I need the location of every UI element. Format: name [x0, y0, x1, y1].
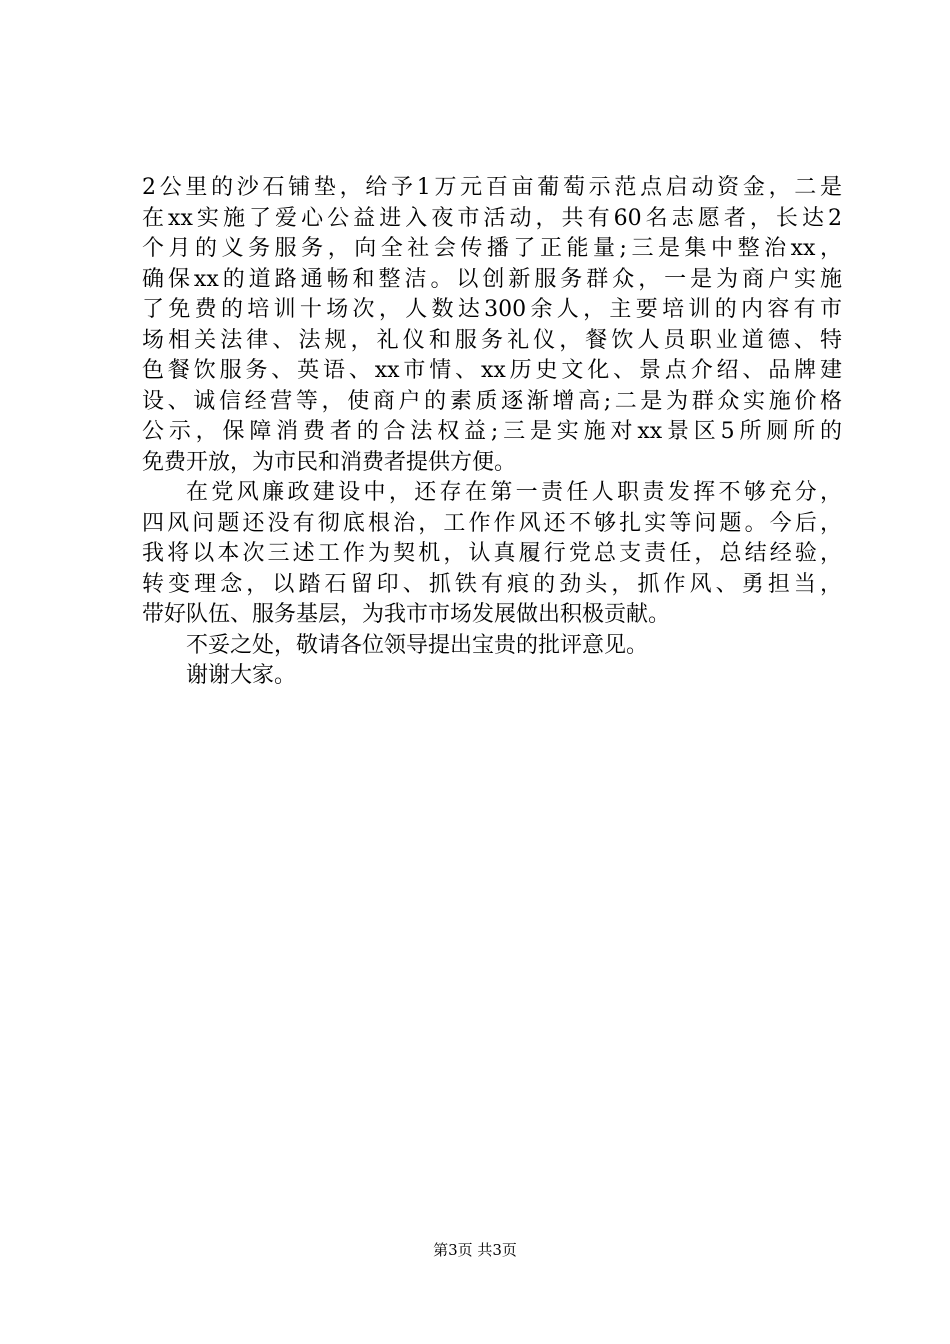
text-line: 在xx实施了爱心公益进入夜市活动，共有60名志愿者，长达2 [142, 205, 842, 231]
text-line: 2公里的沙石铺垫，给予1万元百亩葡萄示范点启动资金，二是 [142, 175, 842, 200]
text-line: 个月的义务服务，向全社会传播了正能量;三是集中整治xx， [142, 236, 842, 261]
document-body [142, 173, 842, 692]
text-line: 不妥之处，敬请各位领导提出宝贵的批评意见。 [186, 632, 649, 658]
text-line: 谢谢大家。 [186, 663, 297, 688]
text-line: 场相关法律、法规，礼仪和服务礼仪，餐饮人员职业道德、特 [142, 327, 842, 353]
text-line: 设、诚信经营等，使商户的素质逐渐增高;二是为群众实施价格 [142, 388, 842, 414]
text-line: 公示，保障消费者的合法权益;三是实施对xx景区5所厕所的 [142, 419, 842, 444]
paragraph [142, 478, 842, 631]
text-line: 我将以本次三述工作为契机，认真履行党总支责任，总结经验， [142, 541, 842, 566]
text-line: 带好队伍、服务基层，为我市市场发展做出积极贡献。 [142, 602, 671, 627]
text-line: 色餐饮服务、英语、xx市情、xx历史文化、景点介绍、品牌建 [142, 358, 842, 383]
text-line: 了免费的培训十场次，人数达300余人，主要培训的内容有市 [142, 297, 842, 322]
text-line: 确保xx的道路通畅和整洁。以创新服务群众，一是为商户实施 [142, 266, 842, 292]
text-line: 转变理念，以踏石留印、抓铁有痕的劲头，抓作风、勇担当， [142, 571, 842, 597]
page-footer [0, 1240, 950, 1260]
text-line: 四风问题还没有彻底根治，工作作风还不够扎实等问题。今后， [142, 510, 842, 536]
paragraph [142, 631, 842, 662]
paragraph [142, 661, 842, 692]
text-line: 免费开放，为市民和消费者提供方便。 [142, 449, 517, 475]
page-number: 第3页 共3页 [433, 1241, 517, 1259]
text-line: 在党风廉政建设中，还存在第一责任人职责发挥不够充分， [186, 480, 842, 505]
paragraph [142, 173, 842, 478]
